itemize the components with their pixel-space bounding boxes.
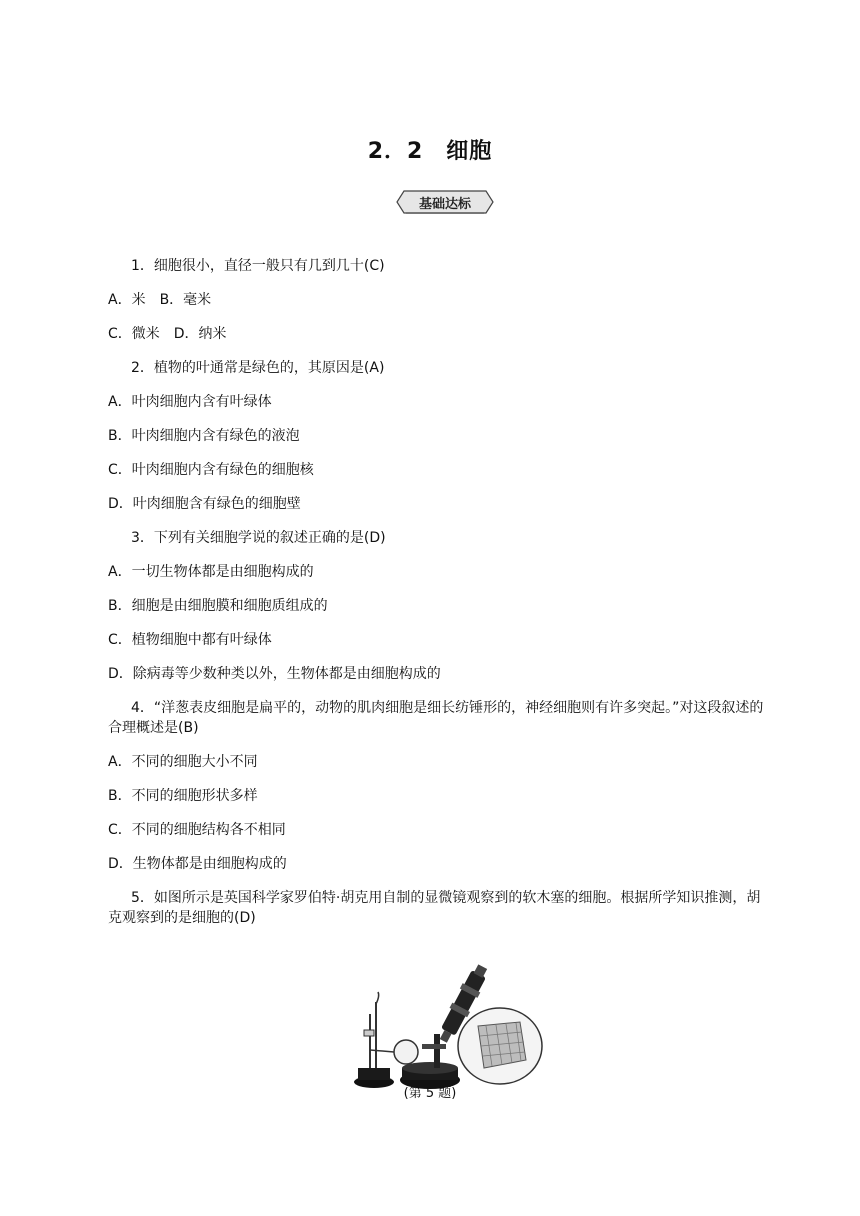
question-3-option-c: C．植物细胞中都有叶绿体 bbox=[108, 632, 272, 648]
microscope-illustration bbox=[350, 964, 550, 1094]
figure-caption: (第 5 题) bbox=[403, 1086, 457, 1101]
question-2-option-a: A．叶肉细胞内含有叶绿体 bbox=[108, 394, 272, 410]
question-4-option-a: A．不同的细胞大小不同 bbox=[108, 754, 258, 770]
section-badge bbox=[396, 190, 494, 214]
question-1-stem: 1．细胞很小，直径一般只有几到几十(C) bbox=[131, 258, 385, 274]
question-5-stem: 5．如图所示是英国科学家罗伯特·胡克用自制的显微镜观察到的软木塞的细胞。根据所学知识推测，胡克观察到的是细胞的(D) bbox=[108, 890, 761, 926]
question-3-stem: 3．下列有关细胞学说的叙述正确的是(D) bbox=[131, 530, 386, 546]
question-2-option-b: B．叶肉细胞内含有绿色的液泡 bbox=[108, 428, 300, 444]
page-title: 2．2 细胞 bbox=[367, 139, 493, 164]
question-2-option-d: D．叶肉细胞含有绿色的细胞壁 bbox=[108, 496, 301, 512]
question-3-option-b: B．细胞是由细胞膜和细胞质组成的 bbox=[108, 598, 328, 614]
question-4-option-c: C．不同的细胞结构各不相同 bbox=[108, 822, 286, 838]
question-list bbox=[108, 256, 766, 936]
question-3-option-a: A．一切生物体都是由细胞构成的 bbox=[108, 564, 314, 580]
question-1-option-row: C．微米 D．纳米 bbox=[108, 326, 227, 342]
question-2-option-c: C．叶肉细胞内含有绿色的细胞核 bbox=[108, 462, 314, 478]
question-3-option-d: D．除病毒等少数种类以外，生物体都是由细胞构成的 bbox=[108, 666, 441, 682]
question-4-option-d: D．生物体都是由细胞构成的 bbox=[108, 856, 287, 872]
section-badge-label: 基础达标 bbox=[418, 197, 471, 212]
question-4-stem: 4．“洋葱表皮细胞是扁平的，动物的肌肉细胞是细长纺锤形的，神经细胞则有许多突起。”对这段叙述的合理概述是(B) bbox=[108, 700, 764, 736]
question-1-option-row: A．米 B．毫米 bbox=[108, 292, 212, 308]
hooke-microscope-figure bbox=[350, 964, 550, 1094]
question-4-option-b: B．不同的细胞形状多样 bbox=[108, 788, 258, 804]
question-2-stem: 2．植物的叶通常是绿色的，其原因是(A) bbox=[131, 360, 385, 376]
